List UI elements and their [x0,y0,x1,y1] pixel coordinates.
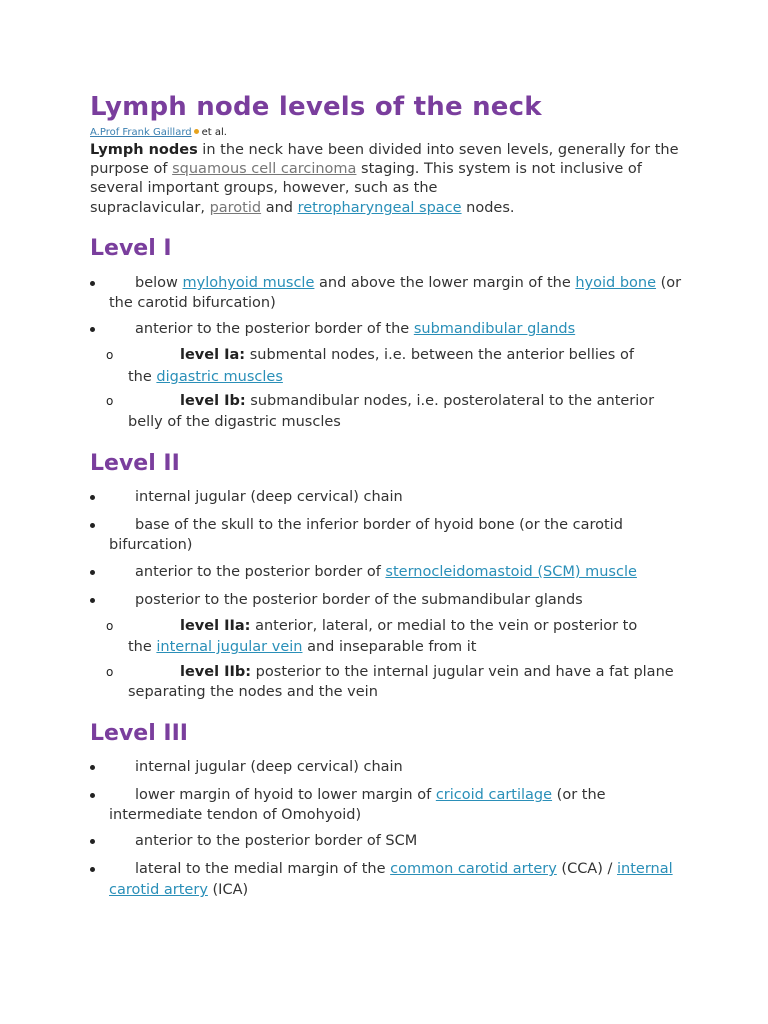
bullet-icon [90,523,95,528]
item-text: anterior to the posterior border of the [135,321,414,337]
list-item: posterior to the posterior border of the submandibular glands [135,592,583,608]
list-item-continued: the carotid bifurcation) [109,295,276,311]
page-title: Lymph node levels of the neck [90,92,542,122]
author-etal: et al. [201,127,227,138]
heading-level-2: Level II [90,451,180,476]
item-text: the [128,639,157,655]
bullet-icon [90,281,95,286]
sub-list-item [180,662,674,682]
item-text: anterior, lateral, or medial to the vein or posterior to [250,618,638,634]
intro-text: nodes. [461,200,515,216]
item-text: posterior to the internal jugular vein and have a fat plane [251,664,674,680]
intro-bold: Lymph nodes [90,142,198,158]
item-text: the [128,369,157,385]
link-hyoid-bone[interactable]: hyoid bone [575,275,657,291]
list-item: anterior to the posterior border of SCM [135,833,418,849]
bullet-icon [90,570,95,575]
author-link[interactable]: A.Prof Frank Gaillard [90,127,192,138]
list-item: internal jugular (deep cervical) chain [135,759,403,775]
intro-text: in the neck have been divided into seven levels, generally for the [197,142,679,158]
link-parotid[interactable]: parotid [209,200,262,216]
link-common-carotid-artery[interactable]: common carotid artery [390,861,557,877]
item-text: (CCA) / [556,861,617,877]
intro-text: supraclavicular, [90,200,210,216]
item-text: (or [656,275,682,291]
item-text: submental nodes, i.e. between the anterior bellies of [245,347,634,363]
intro-text: staging. This system is not inclusive of [356,161,642,177]
bullet-icon [90,598,95,603]
list-item-continued: bifurcation) [109,537,193,553]
author-badge-icon [194,129,199,134]
link-cricoid-cartilage[interactable]: cricoid cartilage [435,787,553,803]
intro-line-4 [90,198,515,218]
sub-bullet-icon: o [106,394,114,408]
intro-line-2 [90,159,642,179]
list-item [135,562,637,582]
sub-list-item-continued: separating the nodes and the vein [128,684,378,700]
sub-list-item-continued [128,637,476,657]
bullet-icon [90,793,95,798]
list-item [135,859,673,879]
list-item [135,785,606,805]
list-item-continued [109,880,248,900]
link-internal-jugular-vein[interactable]: internal jugular vein [156,639,303,655]
intro-line-3: several important groups, however, such as the [90,180,438,196]
bullet-icon [90,867,95,872]
list-item: internal jugular (deep cervical) chain [135,489,403,505]
sub-list-item [180,391,654,411]
sub-list-item-continued [128,367,283,387]
item-text: and inseparable from it [302,639,477,655]
item-text: and above the lower margin of the [314,275,576,291]
sub-bullet-icon: o [106,665,114,679]
item-text: anterior to the posterior border of [135,564,386,580]
bullet-icon [90,327,95,332]
intro-text: purpose of [90,161,173,177]
sub-list-item-continued: belly of the digastric muscles [128,414,341,430]
link-digastric-muscles[interactable]: digastric muscles [156,369,283,385]
item-text: lower margin of hyoid to lower margin of [135,787,436,803]
sub-list-item [180,616,637,636]
link-squamous-cell-carcinoma[interactable]: squamous cell carcinoma [172,161,357,177]
sub-bullet-icon: o [106,348,114,362]
link-internal-carotid-artery-cont[interactable]: carotid artery [109,882,208,898]
list-item-continued: intermediate tendon of Omohyoid) [109,807,362,823]
item-text: below [135,275,183,291]
sub-item-label: level IIb: [180,664,252,680]
link-retropharyngeal-space[interactable]: retropharyngeal space [297,200,462,216]
intro-text: and [261,200,298,216]
heading-level-1: Level I [90,236,172,261]
link-mylohyoid-muscle[interactable]: mylohyoid muscle [182,275,315,291]
sub-item-label: level Ib: [180,393,246,409]
sub-bullet-icon: o [106,619,114,633]
author-line [90,127,227,138]
item-text: submandibular nodes, i.e. posterolateral to the anterior [245,393,655,409]
bullet-icon [90,765,95,770]
list-item [135,273,681,293]
link-sternocleidomastoid-muscle[interactable]: sternocleidomastoid (SCM) muscle [385,564,637,580]
intro-line-1 [90,140,679,160]
list-item [135,319,575,339]
heading-level-3: Level III [90,721,188,746]
item-text: (ICA) [207,882,249,898]
bullet-icon [90,495,95,500]
link-submandibular-glands[interactable]: submandibular glands [413,321,576,337]
item-text: (or the [552,787,606,803]
link-internal-carotid-artery[interactable]: internal [617,861,673,877]
sub-item-label: level IIa: [180,618,251,634]
sub-list-item [180,345,634,365]
sub-item-label: level Ia: [180,347,246,363]
item-text: lateral to the medial margin of the [135,861,391,877]
list-item: base of the skull to the inferior border of hyoid bone (or the carotid [135,517,623,533]
bullet-icon [90,839,95,844]
